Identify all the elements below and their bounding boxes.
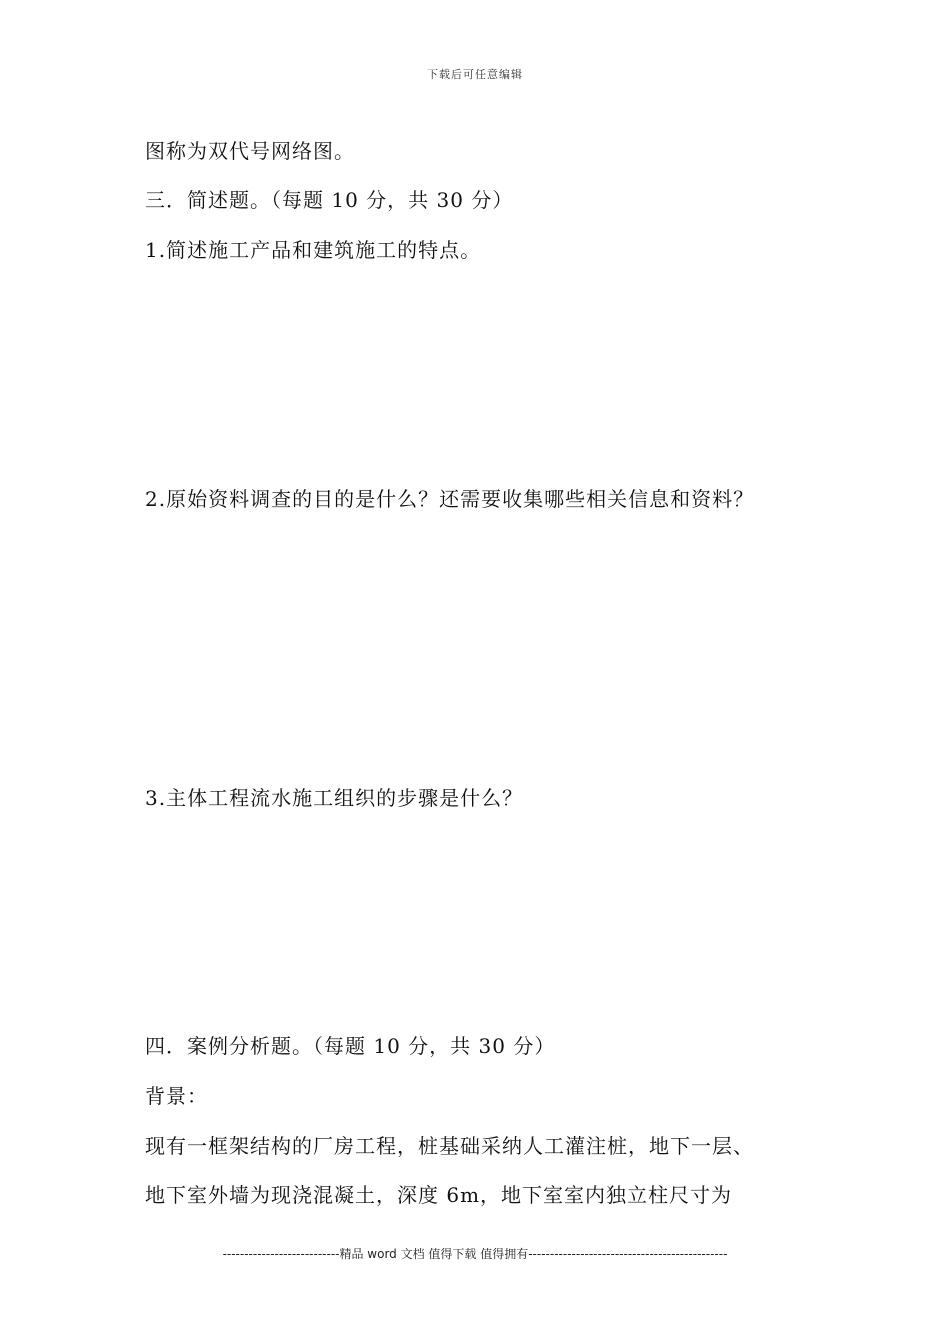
section-heading-case-analysis: 四．案例分析题。（每题 10 分，共 30 分） — [145, 1034, 556, 1058]
section-heading-short-answer: 三．简述题。（每题 10 分，共 30 分） — [145, 188, 514, 212]
case-text-line-2: 地下室外墙为现浇混凝土，深度 6m，地下室室内独立柱尺寸为 — [145, 1183, 733, 1207]
question-3: 3.主体工程流水施工组织的步骤是什么？ — [145, 786, 524, 810]
footer-note: ---------------------------精品 word 文档 值得下载 值得拥有---------------------------------------------- — [222, 1247, 728, 1261]
question-2: 2.原始资料调查的目的是什么？还需要收集哪些相关信息和资料？ — [145, 487, 755, 511]
question-1: 1.简述施工产品和建筑施工的特点。 — [145, 238, 482, 262]
case-text-line-1: 现有一框架结构的厂房工程，桩基础采纳人工灌注桩，地下一层、 — [145, 1134, 754, 1158]
text-line-continuation: 图称为双代号网络图。 — [145, 139, 355, 163]
background-label: 背景： — [145, 1084, 208, 1108]
header-note: 下载后可任意编辑 — [427, 68, 523, 81]
